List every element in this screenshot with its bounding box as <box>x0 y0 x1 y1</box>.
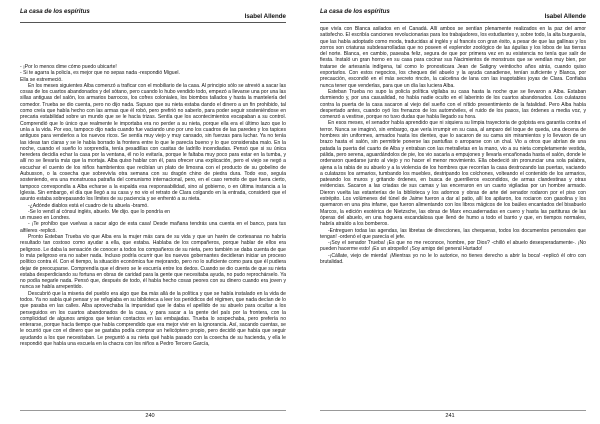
paragraph: - Si te agarra la policía, es mejor que no sepas nada -respondió Miguel. <box>20 70 180 77</box>
paragraph: -¿Adónde diablos está el cuadro de tu abuela -bramó. <box>28 202 149 209</box>
footer-rule <box>320 410 586 411</box>
header-title: La casa de los espíritus <box>20 8 90 15</box>
right-page <box>300 0 600 424</box>
page-body <box>20 64 286 410</box>
page-number: 240 <box>145 413 155 419</box>
page-number: 241 <box>445 413 455 419</box>
header-author: Isabel Allende <box>244 13 286 20</box>
page-footer <box>0 413 300 419</box>
paragraph: Descubrió que la miseria del pueblo era algo que iba más allá de la política y que se había instalado en la vida de todos. Ya no sabía qué pensar y se refugiaba en su biblioteca a leer los periódicos del régimen, que nada decían de lo que pasaba en las calles. Alba aprovechaba la impunidad que le daba el apellido de su abuelo para ocultar a los perseguidos en los cuartos abandonados de la casa, y para sacar a la gente del país por la frontera, con la complicidad de algunos amigos que tenían contactos en las embajadas. Trueba lo sospechaba, pero prefería no enterarse, porque hacía tiempo que había comprendido que era mejor vivir en la ignorancia. Así, sacando cuentas, se le ocurrió que con el dinero que se gastaba podía comprar un helicóptero propio, pero decidió que había que seguir ayudando a los que necesitaban. Le preguntó a su nieta qué había pasado con la cosecha de su hacienda, y ella le respondió que había una escuela en la chacra con los niños a Pedro Tercero García, <box>20 290 286 348</box>
paragraph: En los meses siguientes Alba comenzó a traficar con el mobiliario de la casa. Al principio sólo se atrevió a sacar las cosas de los cuartos abandonados y del sótano, pero cuando lo hubo vendido todo, empezó a llevarse una por una las sillas antiguas del salón, los armarios barrocos, los cofres coloniales, los biombos tallados y hasta la mantelería del comedor. Trueba se dio cuenta, pero no dijo nada. Supuso que su nieta estaba dando el dinero a un fin prohibido, tal como creía que había hecho con las armas que él robó, pero prefirió no saberlo, para poder seguir sosteniéndose en precaria estabilidad sobre un mundo que se le hacía trizas. Sentía que los acontecimientos escapaban a su control. Comprendió que lo único que realmente le importaba era no perder a su nieta, porque ella era el último lazo que lo unía a la vida. Por eso, tampoco dijo nada cuando fue vaciando uno por uno los cuadros de las paredes y los tapices antiguos para venderlos a los nuevos ricos. Se sentía muy viejo y muy cansado, sin fuerzas para luchar. Ya no tenía las ideas tan claras y se le había borrado la frontera entre lo que le parecía bueno y lo que consideraba malo. En la noche, cuando el sueño lo sorprendía, tenía pesadillas con casitas de ladrillo incendiadas. Pensó que si su única heredera decidía echar la casa por la ventana, él no lo evitaría, porque le faltaba muy poco para estar en la tumba, y allí no se llevaría más que la mortaja. Alba quiso hablar con él, para ofrecer una explicación, pero el viejo se negó a escuchar el cuento de los niños hambrientos que recibían un plato de limosna con el producto de su gobelino de Aubusson, o la cosecha que sobrevivía otra semana con su dragón chino de piedra dura. Todo eso, seguía sosteniendo, era una monstruosa patraña del comunismo internacional, pero, en el caso remoto de que fuera cierto, tampoco correspondía a Alba echarse a la espalda esa responsabilidad, sino al gobierno, o en última instancia a la Iglesia. Sin embargo, el día que llegó a su casa y no vio el retrato de Clara colgando en la entrada, consideró que el asunto estaba sobrepasando los límites de su paciencia y se enfrentó a su nieta. <box>20 82 286 203</box>
paragraph: un museo en Londres. <box>20 215 71 222</box>
header-title: La casa de los espíritus <box>320 8 390 15</box>
paragraph: Esteban Trueba no supo la policía política vigilaba su casa hasta la noche que se llevaron a Alba. Estaban durmiendo y, por una casualidad, no había nadie oculto en el laberinto de los cuartos abandonados. Los culatazos contra la puerta de la casa sacaron al viejo del sueño con el nítido presentimiento de la fatalidad. Pero Alba había despertado antes, cuando oyó los frenazos de los automóviles, el ruido de los pasos, las órdenes a media voz, y comenzó a vestirse, porque no tuvo dudas que había llegado su hora. <box>320 88 586 121</box>
paragraph: -¡Cállate, viejo de mierda! ¡Mientras yo no le lo autorice, no tienes derecho a abrir la boca! -replicó él otro con brutalidad. <box>320 252 586 265</box>
running-header <box>20 8 286 20</box>
header-author: Isabel Allende <box>544 13 586 20</box>
paragraph: que vivía con Blanca asilados en el Canadá. Allí ambos se sentían plenamente realizados en la paz del amor satisfecho. El escribía canciones revolucionarias para los trabajadores, los estudiantes y, sobre todo, la alta burguesía, que las había adoptado como moda, traducidas al inglés y al francés con gran éxito, a pesar de que las gallinas y los zorros son criaturas subdesarrolladas que no poseen el esplendor zoológico de las águilas y los lobos de las tierras del norte. Blanca, en cambio, paseaba feliz, segura de que por primera vez en su existencia no tenía que salir de fiesta. Instaló un gran horno en su casa para cocinar sus Nacimientos de monstruos que se vendían muy bien, por tratarse de artesanía indígena, tal como lo pronosticara Jean de Satigny veintiocho años atrás, cuando quiso exportarlos. Con estos negocios, los cheques del abuelo y la ayuda canadiense, tenían suficiente y Blanca, por precaución, escondió en el más secreto rincón, la calcetina de lana con las inagotables joyas de Clara. Confiaba nunca tener que venderlas, para que un día las luciera Alba. <box>320 26 586 89</box>
header-rule <box>320 22 586 23</box>
footer-rule <box>20 410 286 411</box>
paragraph: -Entreguen todas las agendas, las libretas de direcciones, las chequeras, todos los documentos personales que tengan! -ordenó el que parecía el jefe. <box>320 227 586 240</box>
page-footer <box>300 413 600 419</box>
paragraph: En esos meses, el senador había aprendido que ni siquiera su limpia trayectoria de golpista era garantía contra el terror. Nunca se imaginó, sin embargo, que vería irrumpir en su casa, al amparo del toque de queda, una decena de hombres sin uniformes, armados hasta los dientes, que lo sacaron de su cama sin miramientos y lo llevaron de un brazo hasta el salón, sin permitirle ponerse las pantuflas o arroparse con un chal. Vio a otros que abrían de una patada la puerta del cuarto de Alba y entraban con las metralletas en la mano, vio a su nieta completamente vestida, pálida, pero serena, aguardándolos de pie, los vio sacarla a empujones y llevarla encañonada hasta el salón, donde le ordenaron quedarse junto al viejo y no hacer el menor movimiento. Ella obedeció sin pronunciar una sola palabra, ajena a la rabia de su abuelo y a la violencia de los hombres que recorrían la casa destrozando las puertas, vaciando a culatazos los armarios, tumbando los muebles, destripando los colchones, volteando el contenido de los armarios, pateando los muros y gritando órdenes, en busca de guerrilleros escondidos, de armas clandestinas y otras evidencias. Sacaron a las criadas de sus camas y las encerraron en un cuarto vigiladas por un hombre armado. Dieron vuelta las estanterías de la biblioteca y los adornos y obras de arte del senador rodaron por el piso con estrépito. Los volúmenes del túnel de Jaime fueron a dar al patio, allí los apilaron, los rociaron con gasolina y los quemaron en una pira infame, que fueron alimentando con los libros mágicos de los baúles encantados del bisabuelo Marcos, la edición esotérica de Nietzsche, las obras de Marx encuadernadas en cuero y hasta las partituras de las óperas del abuelo, en una hoguera escandalosa que llenó de humo a todo el barrio y que, en tiempos normales, habría atraído a los bomberos. <box>320 120 586 228</box>
paragraph: -¡Soy el senador Trueba! ¡Es que no me reconoce, hombre, por Dios? -chilló el abuelo desesperadamente-. ¡No pueden hacerme esto! ¡Es un atropello! ¡Soy amigo del general Hurtado! <box>320 240 586 253</box>
page-body <box>320 26 586 410</box>
paragraph: Pronto Esteban Trueba vio que Alba era la mujer más cara de su vida y que un harén de cortesanas no habría resultado tan costoso como ayudar a ella, que estaba. Hablaba de los compañeros, porque hablar de ellos era peligroso. Le daba la sensación de conocer a todos los compañeros de su nieta, pero también se daba cuenta de que lo más peligroso era no saber nada. Incluso podría ocurrir que los nuevos gobernantes decidieran iniciar un proceso político contra él. Con el tiempo, la situación económica fue mejorando, pero no lo suficiente como para que él pudiera dejar de preocuparse. Comprendía que el dinero se le escurría entre los dedos. Cuando se dio cuenta de que su nieta estaba desperdiciando su fortuna en obras de caridad para la gente que necesitaba ayuda, no pudo reprochárselo. Ya no podía negarle nada. Pensó que, después de todo, él había hecho cosas peores con su dinero cuando era joven y nunca se había arrepentido. <box>20 234 286 291</box>
header-rule <box>20 22 286 23</box>
paragraph: - ¡Te prohíbo que vuelvas a sacar algo de esta casa! Desde mañana tendrás una cuenta en el banco, para tus alfileres -replicó. <box>20 221 286 234</box>
paragraph: - ¡Por lo menos dime cómo puedo ubicarte! <box>20 64 117 70</box>
running-header <box>320 8 586 20</box>
paragraph: Ella se estremeció. <box>20 76 63 83</box>
paragraph: -Se lo vendí al cónsul inglés, abuelo. Me dijo. que lo pondría en <box>28 208 170 215</box>
